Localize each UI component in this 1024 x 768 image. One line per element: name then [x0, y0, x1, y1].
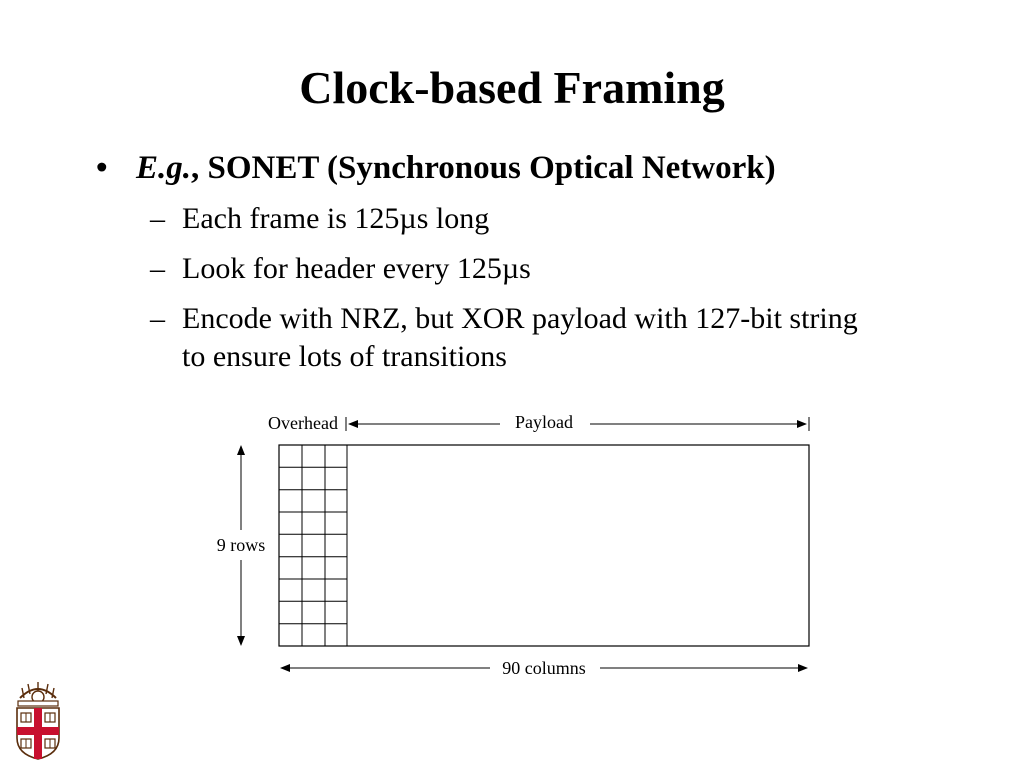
sonet-frame-diagram: [200, 400, 820, 690]
university-shield-logo: [12, 680, 64, 760]
dash-symbol: –: [150, 202, 165, 235]
sub-bullet: [150, 300, 882, 376]
columns-label: 90 columns: [502, 658, 586, 678]
bullet-eg: E.g.: [136, 150, 192, 186]
shield-cross-horizontal: [17, 727, 59, 735]
dash-symbol: –: [150, 302, 165, 335]
rows-label: 9 rows: [216, 535, 266, 555]
main-bullet: [96, 148, 956, 188]
overhead-label: Overhead: [268, 413, 338, 433]
crest-band: [18, 701, 58, 706]
sub-bullet-text: Encode with NRZ, but XOR payload with 127-bit string to ensure lots of transitions: [182, 302, 858, 373]
sub-bullet: [150, 250, 882, 288]
bullet-symbol: •: [96, 150, 108, 186]
dash-symbol: –: [150, 252, 165, 285]
bullet-text: , SONET (Synchronous Optical Network): [191, 150, 776, 186]
frame-outline: [279, 445, 809, 646]
sub-bullet-text: Each frame is 125µs long: [182, 202, 490, 235]
sub-bullet-text: Look for header every 125µs: [182, 252, 531, 285]
sub-bullet: [150, 200, 882, 238]
bullet-list: [96, 148, 956, 388]
sub-bullet-list: [96, 200, 956, 376]
slide-title: Clock-based Framing: [299, 62, 725, 113]
payload-label: Payload: [515, 412, 573, 432]
